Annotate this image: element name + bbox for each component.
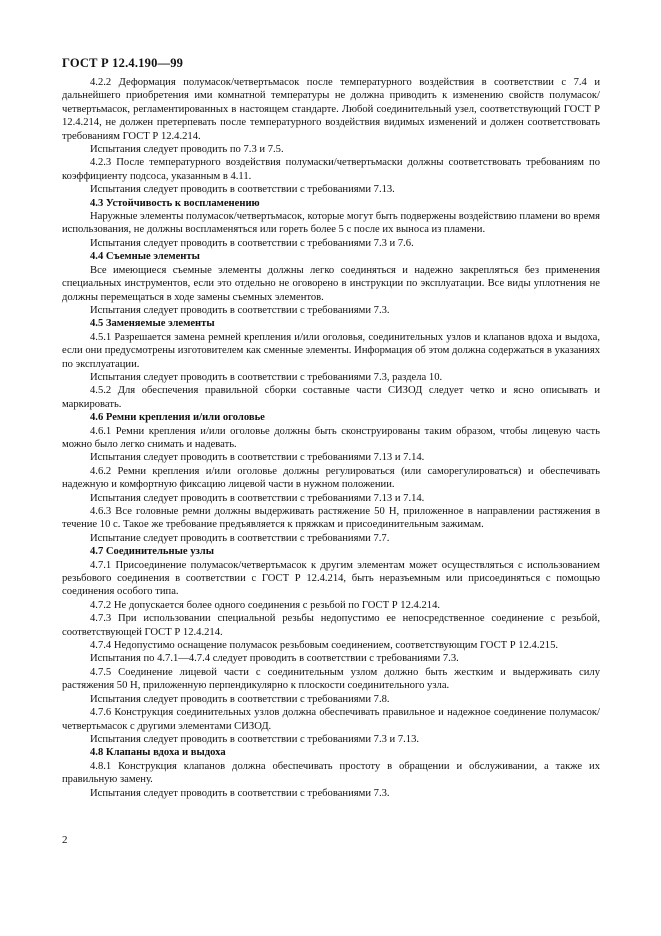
paragraph: 4.7.4 Недопустимо оснащение полумасок резьбовым соединением, соответствующим ГОСТ Р 12.4.215. (90, 640, 559, 652)
paragraph: Испытания следует проводить в соответствии с требованиями 7.3, раздела 10. (90, 371, 443, 383)
paragraph: Все имеющиеся съемные элементы должны легко соединяться и надежно закрепляться без применения специальных инструментов, если это отдельно не оговорено в инструкции по эксплуатации. Все виды уплотнения не должны перемещаться в ходе замены съемных элементов. (62, 264, 600, 303)
section-heading: 4.8 Клапаны вдоха и выдоха (90, 747, 226, 759)
paragraph: 4.5.2 Для обеспечения правильной сборки составные части СИЗОД следует четко и ясно описывать и маркировать. (62, 385, 600, 410)
page-number: 2 (62, 834, 68, 846)
section-heading: 4.7 Соединительные узлы (90, 546, 215, 558)
paragraph: Испытания следует проводить в соответствии с требованиями 7.8. (90, 693, 390, 705)
paragraph: Испытания следует проводить в соответствии с требованиями 7.3 и 7.13. (90, 733, 420, 745)
paragraph: 4.5.1 Разрешается замена ремней крепления и/или оголовья, соединительных узлов и клапанов вдоха и выдоха, если они предусмотрены изготовителем как сменные элементы. Информация об этом должна содержаться в указаниях по эксплуатации. (62, 331, 600, 370)
paragraph: 4.6.2 Ремни крепления и/или оголовье должны регулироваться (или саморегулироваться) и обеспечивать надежную и комфортную фиксацию лицевой части в нужном положении. (62, 465, 600, 491)
paragraph: 4.7.6 Конструкция соединительных узлов должна обеспечивать правильное и надежное соединение полумасок/четвертьмасок с другими элементами СИЗОД. (62, 707, 600, 732)
paragraph: 4.7.1 Присоединение полумасок/четвертьмасок к другим элементам может осуществляться с использованием резьбового соединения в соответствии с ГОСТ Р 12.4.214, быть неразъемным или присоединяться с помощью соединения особого типа. (62, 559, 600, 598)
paragraph: 4.6.1 Ремни крепления и/или оголовье должны быть сконструированы таким образом, чтобы лицевую часть можно было легко снимать и надевать. (62, 425, 600, 450)
section-heading: 4.6 Ремни крепления и/или оголовье (90, 412, 265, 424)
document-body (62, 76, 600, 800)
paragraph: 4.6.3 Все головные ремни должны выдерживать растяжение 50 Н, приложенное в направлении растяжения в течение 10 с. Такое же требование предъявляется к пряжкам и присоединительным зажимам. (62, 506, 600, 531)
section-heading: 4.4 Съемные элементы (90, 251, 200, 263)
section-heading: 4.5 Заменяемые элементы (90, 318, 215, 330)
paragraph: Испытания следует проводить в соответствии с требованиями 7.3. (90, 787, 390, 799)
paragraph: 4.2.2 Деформация полумасок/четвертьмасок после температурного воздействия в соответствии с 7.4 и дальнейшего приобретения ими комнатной температуры не должна приводить к изменению свойств полумасок/четвертьмасок, регламентированных в настоящем стандарте. Любой соединительный узел, соответствующий ГОСТ Р 12.4.214, не должен претерпевать после температурного воздействия видимых изменений и должен соответствовать требованиям ГОСТ Р 12.4.214. (62, 77, 600, 142)
paragraph: Испытания по 4.7.1—4.7.4 следует проводить в соответствии с требованиями 7.3. (90, 653, 459, 665)
paragraph: 4.8.1 Конструкция клапанов должна обеспечивать простоту в обращении и обслуживании, а также их правильную замену. (62, 760, 600, 786)
paragraph: Испытания следует проводить по 7.3 и 7.5. (90, 144, 284, 156)
paragraph: Испытания следует проводить в соответствии с требованиями 7.3 и 7.6. (90, 237, 414, 249)
paragraph: 4.7.2 Не допускается более одного соединения с резьбой по ГОСТ Р 12.4.214. (90, 599, 441, 611)
paragraph: Испытания следует проводить в соответствии с требованиями 7.3. (90, 304, 390, 316)
paragraph: 4.2.3 После температурного воздействия полумаски/четвертьмаски должны соответствовать требованиям по коэффициенту подсоса, указанным в 4.11. (62, 157, 600, 182)
paragraph: Испытания следует проводить в соответствии с требованиями 7.13. (90, 184, 395, 196)
paragraph: Испытание следует проводить в соответствии с требованиями 7.7. (90, 532, 390, 544)
paragraph: 4.7.5 Соединение лицевой части с соединительным узлом должно быть жестким и выдерживать силу растяжения 50 Н, приложенную перпендикулярно к плоскости соединительного узла. (62, 666, 600, 692)
paragraph: Наружные элементы полумасок/четвертьмасок, которые могут быть подвержены воздействию пламени во время использования, не должны воспламеняться или гореть более 5 с после их выноса из пламени. (62, 211, 600, 236)
paragraph: 4.7.3 При использовании специальной резьбы недопустимо ее непосредственное соединение с резьбой, соответствующей ГОСТ Р 12.4.214. (62, 613, 600, 638)
section-heading: 4.3 Устойчивость к воспламенению (90, 197, 260, 209)
paragraph: Испытания следует проводить в соответствии с требованиями 7.13 и 7.14. (90, 492, 425, 504)
paragraph: Испытания следует проводить в соответствии с требованиями 7.13 и 7.14. (90, 452, 425, 464)
document-header: ГОСТ Р 12.4.190—99 (62, 56, 184, 70)
